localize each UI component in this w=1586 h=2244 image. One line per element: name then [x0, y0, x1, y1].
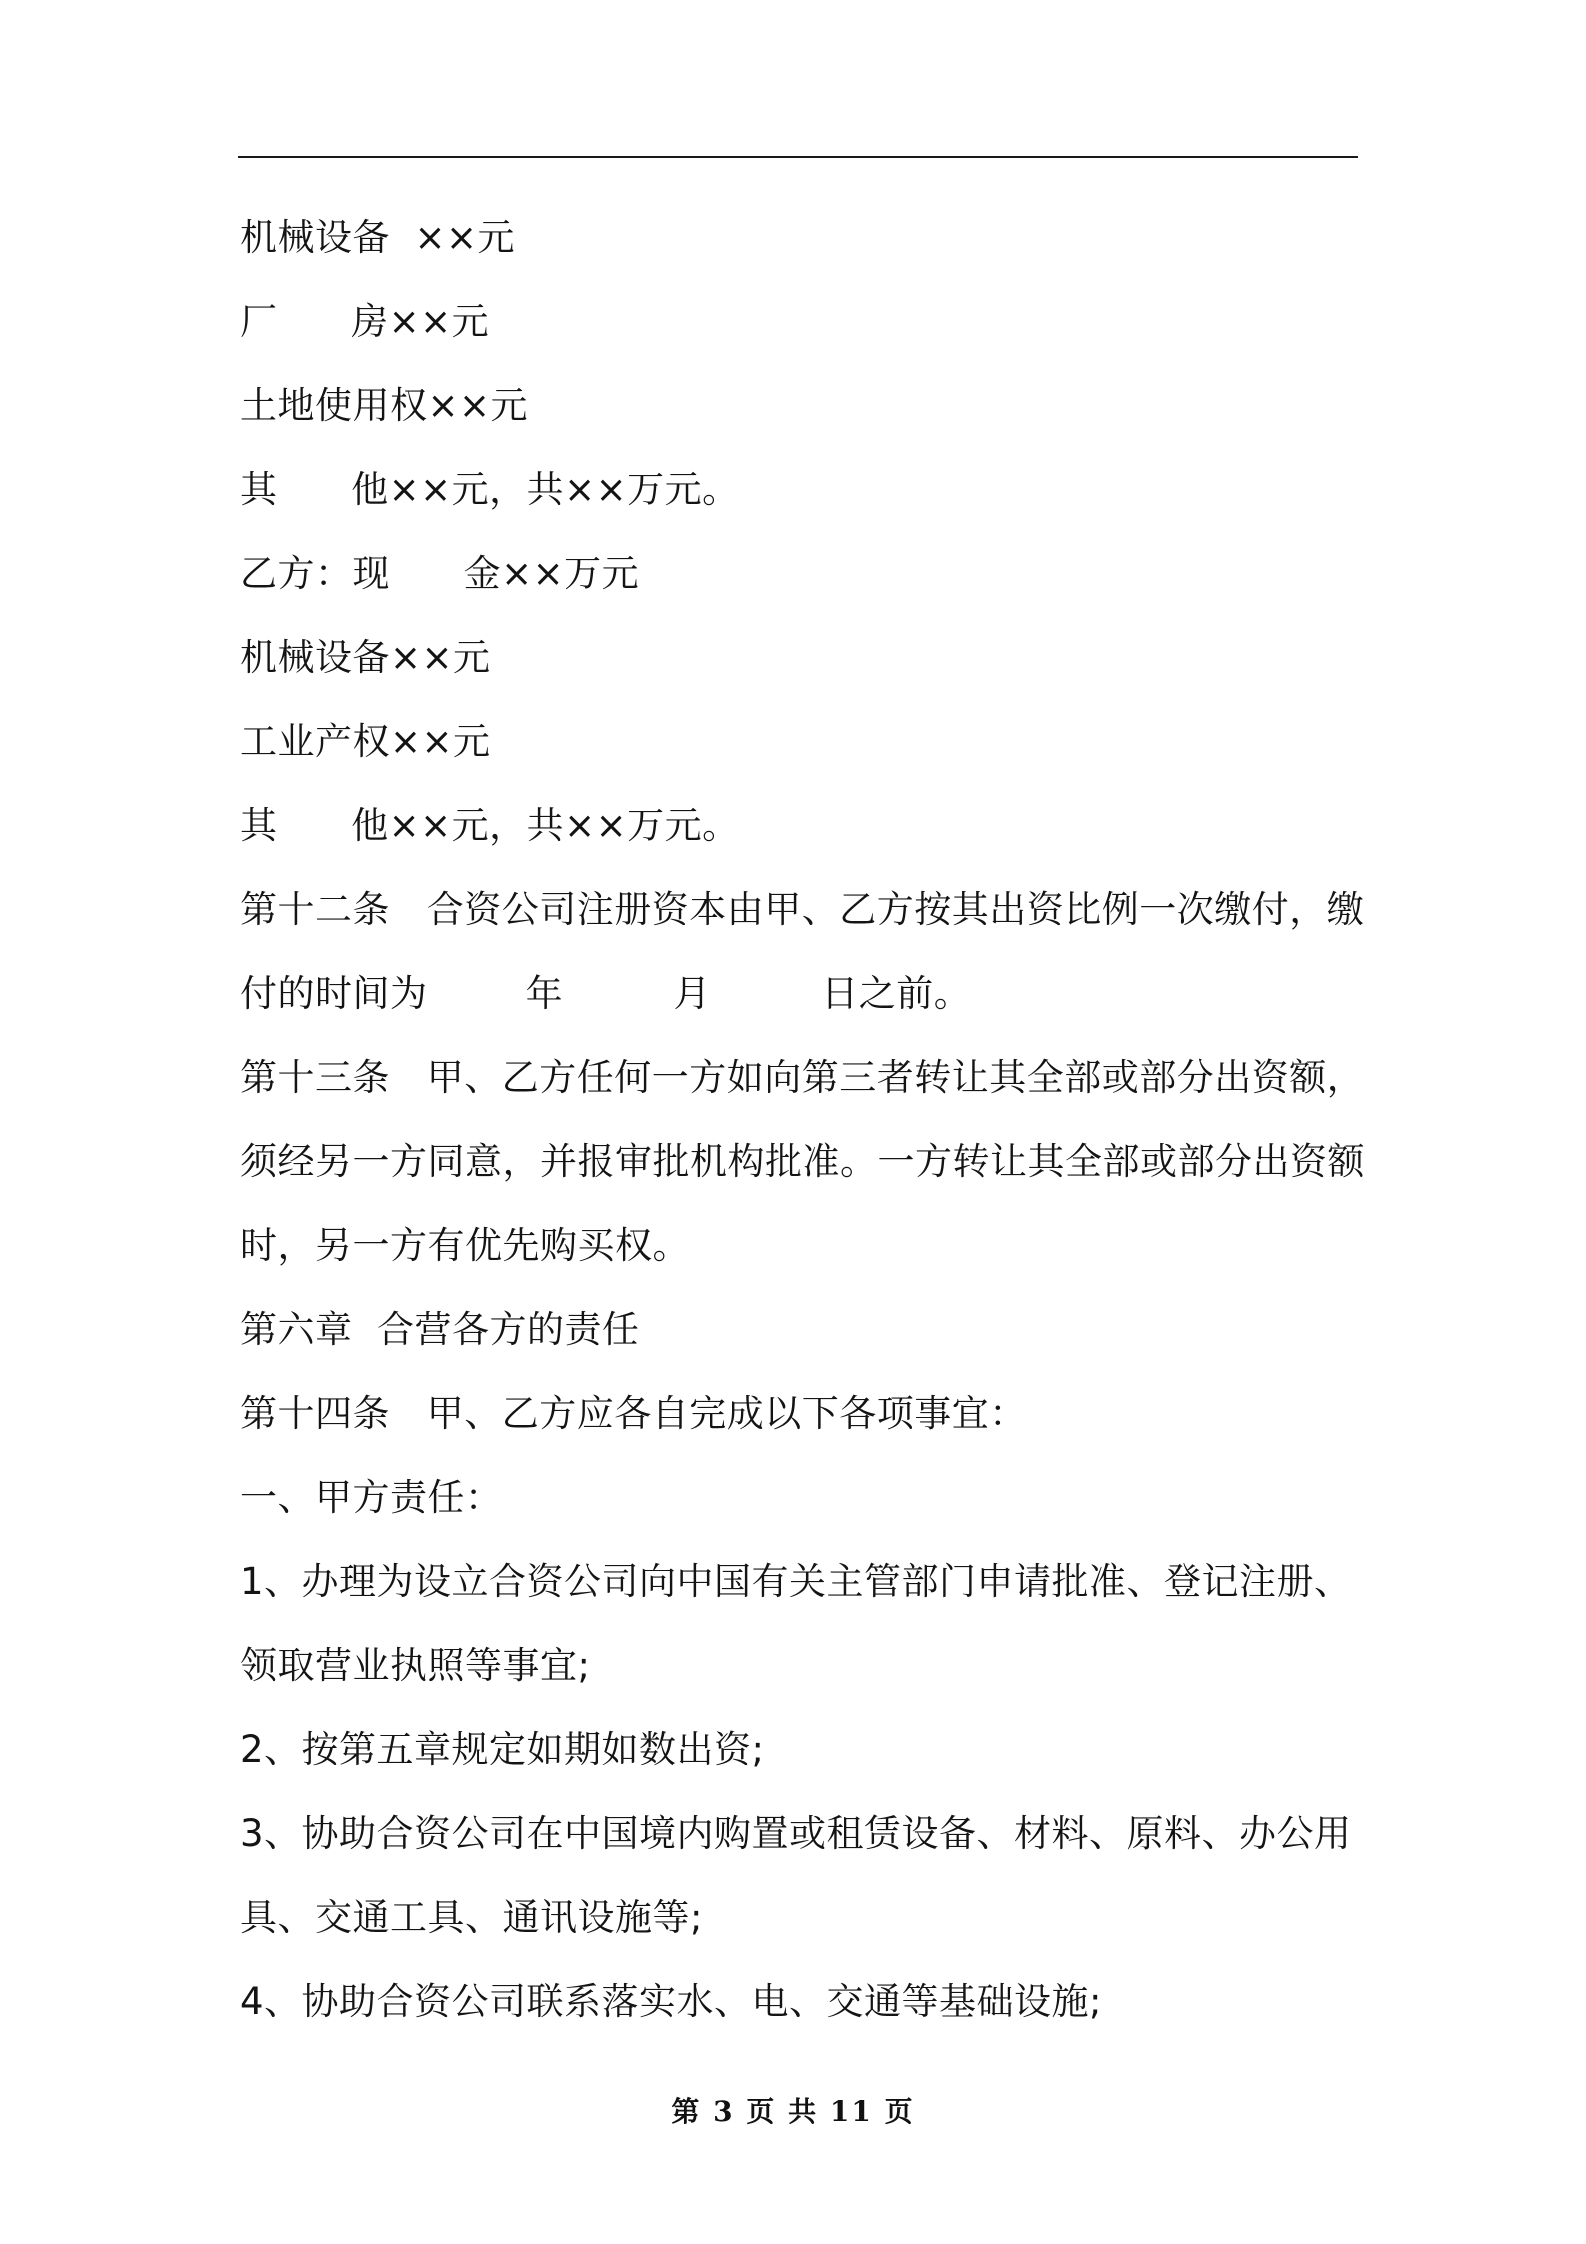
chapter-heading: 第六章 合营各方的责任 [240, 1308, 640, 1351]
text-line: 其 他××元，共××万元。 [240, 804, 740, 847]
text-line: 工业产权××元 [240, 720, 491, 763]
text-line: 厂 房××元 [240, 300, 490, 343]
list-item: 4、协助合资公司联系落实水、电、交通等基础设施; [240, 1980, 1103, 2023]
current-page-number: 3 [713, 2095, 735, 2128]
page-suffix: 页 [884, 2095, 915, 2128]
text-line: 其 他××元，共××万元。 [240, 468, 740, 511]
total-pages-number: 11 [829, 2095, 873, 2128]
article-13-line-1: 第十三条 甲、乙方任何一方如向第三者转让其全部或部分出资额， [240, 1056, 1365, 1099]
list-item: 1、办理为设立合资公司向中国有关主管部门申请批准、登记注册、 [240, 1560, 1352, 1603]
text-line: 机械设备 ××元 [240, 216, 516, 259]
article-14-heading: 第十四条 甲、乙方应各自完成以下各项事宜： [240, 1392, 1027, 1435]
list-item: 2、按第五章规定如期如数出资; [240, 1728, 765, 1771]
page-middle: 页 共 [746, 2095, 819, 2128]
article-12-line-1: 第十二条 合资公司注册资本由甲、乙方按其出资比例一次缴付，缴 [240, 888, 1365, 931]
page-prefix: 第 [671, 2095, 702, 2128]
article-13-line-2: 须经另一方同意，并报审批机构批准。一方转让其全部或部分出资额 [240, 1140, 1365, 1183]
article-12-line-2: 付的时间为 年 月 日之前。 [240, 972, 972, 1015]
page-footer [0, 2090, 1586, 2130]
text-line: 乙方：现 金××万元 [240, 552, 640, 595]
document-body [240, 196, 1365, 2044]
list-item: 3、协助合资公司在中国境内购置或租赁设备、材料、原料、办公用 [240, 1812, 1352, 1855]
header-divider [238, 156, 1358, 158]
list-item-continued: 领取营业执照等事宜; [240, 1644, 591, 1687]
text-line: 土地使用权××元 [240, 384, 529, 427]
text-line: 机械设备××元 [240, 636, 491, 679]
section-heading: 一、甲方责任： [240, 1476, 503, 1519]
list-item-continued: 具、交通工具、通讯设施等; [240, 1896, 703, 1939]
article-13-line-3: 时，另一方有优先购买权。 [240, 1224, 690, 1267]
